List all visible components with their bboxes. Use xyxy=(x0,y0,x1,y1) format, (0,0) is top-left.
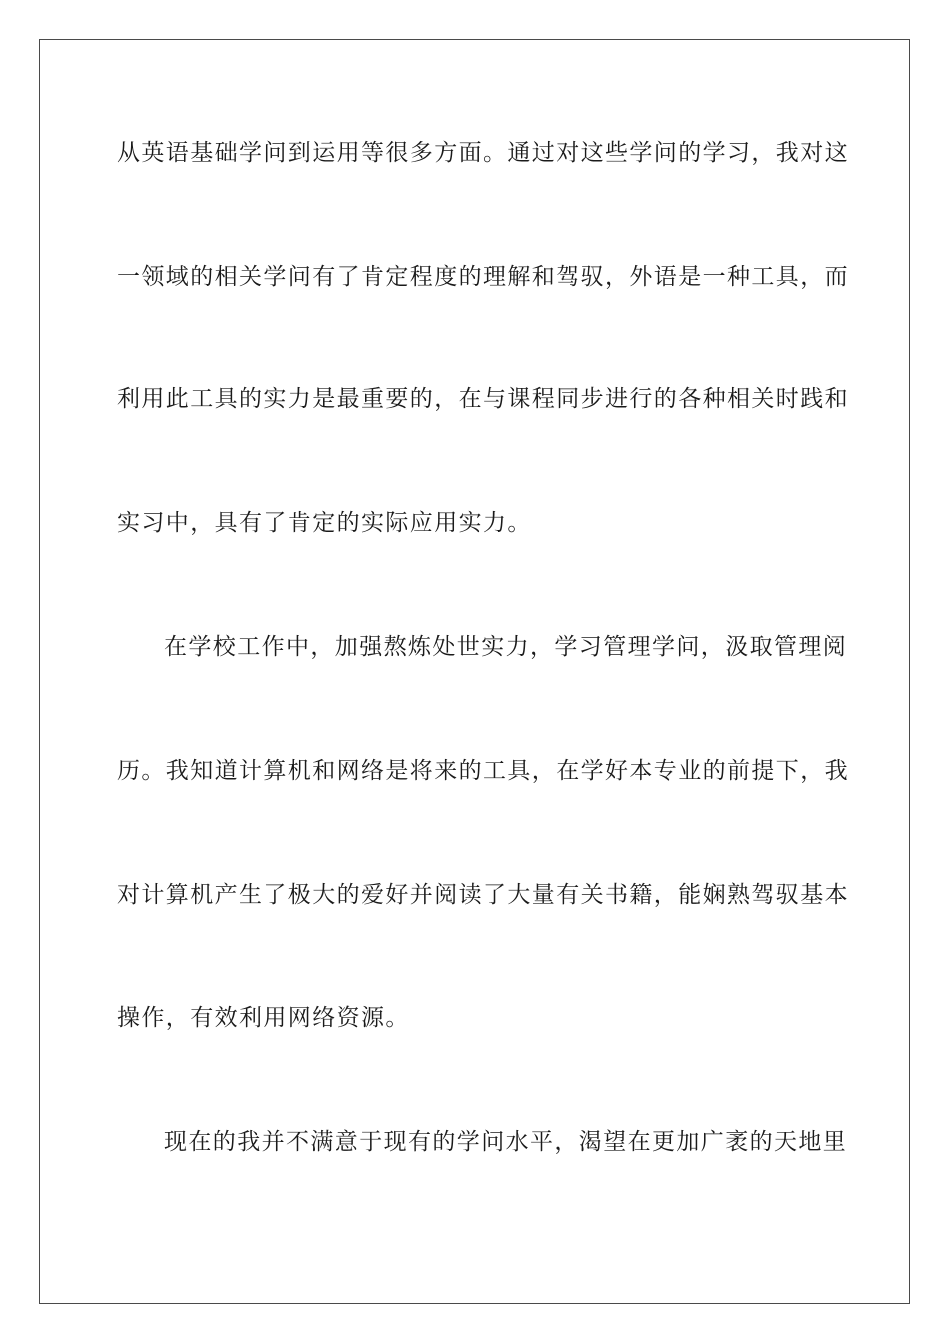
paragraph-line-4: 实习中，具有了肯定的实际应用实力。 xyxy=(117,510,532,536)
paragraph-line-2: 一领域的相关学问有了肯定程度的理解和驾驭，外语是一种工具，而 xyxy=(117,264,849,290)
page-border xyxy=(39,39,910,1304)
paragraph-line-7: 对计算机产生了极大的爱好并阅读了大量有关书籍，能娴熟驾驭基本 xyxy=(117,882,849,908)
paragraph-line-9: 现在的我并不满意于现有的学问水平，渴望在更加广袤的天地里 xyxy=(164,1129,848,1155)
paragraph-line-8: 操作，有效利用网络资源。 xyxy=(117,1005,410,1031)
paragraph-line-5: 在学校工作中，加强熬炼处世实力，学习管理学问，汲取管理阅 xyxy=(164,634,848,660)
paragraph-line-6: 历。我知道计算机和网络是将来的工具，在学好本专业的前提下，我 xyxy=(117,758,849,784)
paragraph-line-1: 从英语基础学问到运用等很多方面。通过对这些学问的学习，我对这 xyxy=(117,140,849,166)
paragraph-line-3: 利用此工具的实力是最重要的，在与课程同步进行的各种相关时践和 xyxy=(117,386,849,412)
